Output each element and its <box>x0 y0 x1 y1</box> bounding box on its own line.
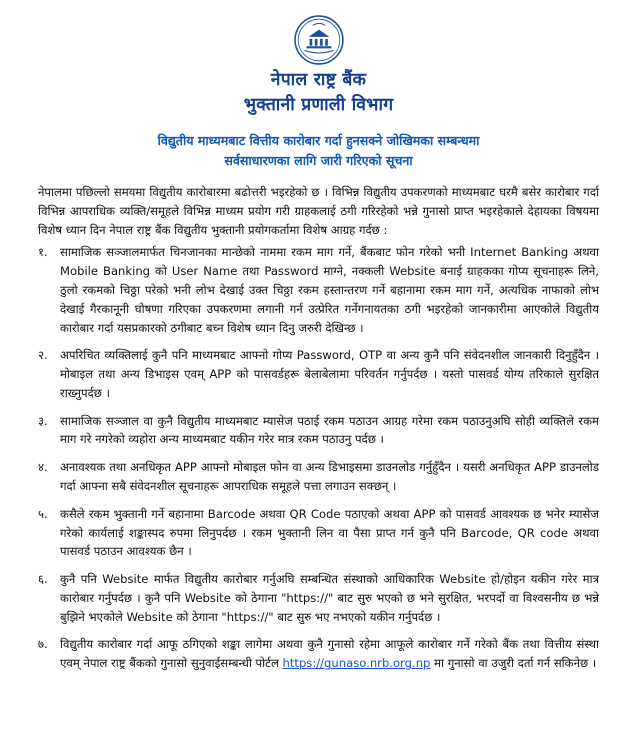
list-item-text-before-link: विद्युतीय कारोबार गर्दा आफू ठगिएको शङ्का लागेमा अथवा कुनै गुनासो रहेमा आफूले कारोबार गर्ने गरेको बैंक तथा वित्तीय संस्था एवम् नेपाल राष्ट्र बैंकको गुनासो सुनुवाईसम्बन्धी पोर्टल <box>60 637 599 671</box>
notice-title <box>0 131 637 171</box>
list-item-number: १. <box>38 245 48 260</box>
notice-title-line2: सर्वसाधारणका लागि जारी गरिएको सूचना <box>224 152 413 168</box>
notice-list <box>38 243 599 673</box>
list-item-text: अपरिचित व्यक्तिलाई कुनै पनि माध्यमबाट आफ्नो गोप्य Password, OTP वा अन्य कुनै पनि संवेदनशील जानकारी दिनुहुँदैन । मोबाइल तथा अन्य डिभाइस एवम् APP को पासवर्डहरू बेलाबेलामा परिवर्तन गर्नुपर्दछ । यस्तो पासवर्ड योग्य तरिकाले सुरक्षित राख्नुपर्दछ । <box>60 348 599 400</box>
nrb-emblem-logo-icon <box>293 14 345 66</box>
logo-container <box>0 0 637 66</box>
notice-title-line1: विद्युतीय माध्यमबाट वित्तीय कारोबार गर्दा हुनसक्ने जोखिमका सम्बन्धमा <box>157 132 480 148</box>
list-item-text-with-link <box>60 635 599 673</box>
list-item-text: अनावश्यक तथा अनधिकृत APP आफ्नो मोबाइल फोन वा अन्य डिभाइसमा डाउनलोड गर्नुहुँदैन । यसरी अनधिकृत APP डाउनलोड गर्दा आफ्ना सबै संवेदनशील सूचनाहरू आपराधिक समूहले पत्ता लगाउन सक्छन् । <box>60 460 599 493</box>
bank-name-line2: भुक्तानी प्रणाली विभाग <box>243 95 394 116</box>
list-item-text: सामाजिक सञ्जालमार्फत चिनजानका मान्छेको नाममा रकम माग गर्ने, बैंकबाट फोन गरेको भनी Internet Banking अथवा Mobile Banking को User Name तथा Password माग्ने, नक्कली Website बनाई ग्राहकका गोप्य सूचनाहरू लिने, ठुलो रकमको चिठ्ठा परेको भनी लोभ देखाई उक्त चिठ्ठा रकम हस्तान्तरण गर्ने बहानामा रकम माग गर्ने, अत्यधिक नाफाको लोभ देखाई गैरकानूनी घोषणा गरिएका उपकरणमा लगानी गर्न उत्प्रेरित गर्नेगनायतका ठगी भइरहेको जानकारीमा आएकोले विद्युतीय कारोबार गर्दा यसप्रकारको ठगीबाट बच्न विशेष ध्यान दिनु जरुरी देखिन्छ । <box>60 245 599 335</box>
list-item-number: ४. <box>38 460 48 475</box>
list-item-text: सामाजिक सञ्जाल वा कुनै विद्युतीय माध्यमबाट म्यासेज पठाई रकम पठाउन आग्रह गरेमा रकम पठाउनुअघि सोही व्यक्तिले रकम माग गरे नगरेको व्यहोरा अन्य माध्यमबाट यकीन गरेर मात्र रकम पठाउनु पर्दछ । <box>60 413 599 447</box>
list-item-text: कुनै पनि Website मार्फत विद्युतीय कारोबार गर्नुअघि सम्बन्धित संस्थाको आधिकारिक Website हो‌‌‍‌‍/होइन यकीन गरेर मात्र कारोबार गर्नुपर्दछ । कुनै पनि Website को ठेगाना "https://" बाट सुरु भएको छ भने सुरक्षित, भरपर्दो वा विश्वसनीय छ भन्ने बुझिने भएकोले Website को ठेगाना "https://" बाट सुरु भए नभएको यकीन गर्नुपर्दछ । <box>60 572 599 624</box>
notice-body <box>0 171 637 673</box>
list-item <box>38 243 599 337</box>
list-item <box>38 412 599 450</box>
list-item-number: ५. <box>38 506 48 521</box>
list-item-text: कसैले रकम भुक्तानी गर्ने बहानामा Barcode अथवा QR Code पठाएको अथवा APP को पासवर्ड आवश्यक छ भनेर म्यासेज गरेको कार्यलाई शङ्कास्पद रुपमा लिनुपर्दछ । रकम भुक्तानी लिन वा पैसा प्राप्त गर्न कुनै पनि Barcode, QR code अथवा पासवर्ड पठाउन आवश्यक छैन । <box>60 506 599 559</box>
list-item <box>38 505 599 561</box>
list-item-text-after-link: मा गुनासो वा उजुरी दर्ता गर्न सकिनेछ । <box>430 656 597 671</box>
list-item <box>38 635 599 673</box>
list-item <box>38 346 599 402</box>
bank-name-line1: नेपाल राष्ट्र बैंक <box>270 70 367 90</box>
list-item <box>38 458 599 496</box>
list-item-number: ३. <box>38 413 48 428</box>
intro-paragraph: नेपालमा पछिल्लो समयमा विद्युतीय कारोबारमा बढोत्तरी भइरहेको छ । विभिन्न विद्युतीय उपकरणको माध्यमबाट घरमै बसेर कारोबार गर्दा विभिन्न आपराधिक व्यक्ति/समूहले विभिन्न माध्यम प्रयोग गरी ग्राहकलाई ठगी गरिरहेको भन्ने गुनासो प्राप्त भइरहेकाले देहायका विषयमा विशेष ध्यान दिन नेपाल राष्ट्र बैंक विद्युतीय भुक्तानी प्रयोगकर्तामा विशेष आग्रह गर्दछ : <box>38 185 599 237</box>
list-item <box>38 570 599 626</box>
list-item-number: ६. <box>38 572 48 587</box>
list-item-number: २. <box>38 348 48 363</box>
list-item-number: ७. <box>38 637 48 652</box>
gunaso-portal-link[interactable]: https://gunaso.nrb.org.np <box>282 656 431 671</box>
